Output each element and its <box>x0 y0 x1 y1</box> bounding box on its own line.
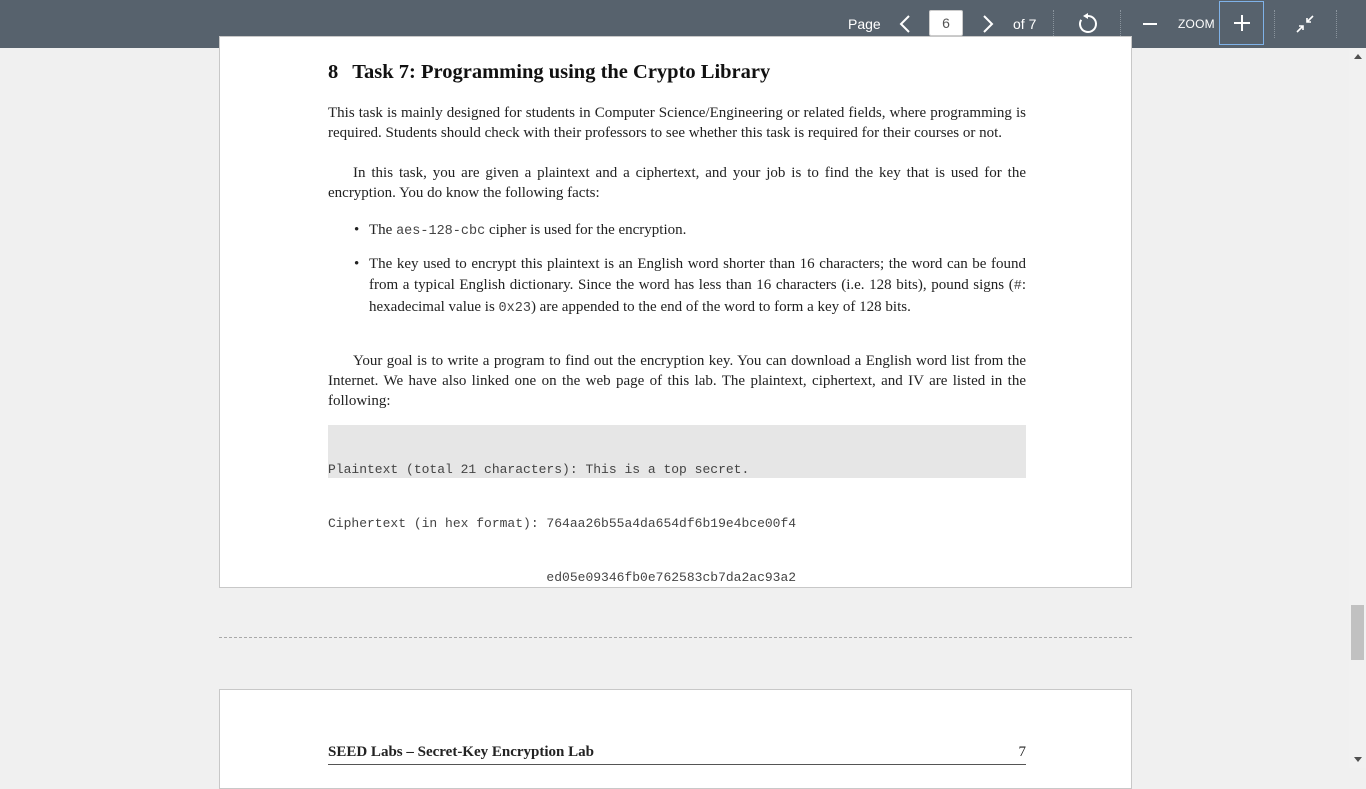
collapse-icon <box>1296 15 1314 33</box>
scroll-up-button[interactable] <box>1349 48 1366 65</box>
toolbar-divider <box>1336 10 1337 38</box>
section-number: 8 <box>328 61 339 83</box>
intro-paragraph: This task is mainly designed for students in Computer Science/Engineering or related fields, where programming is required. Students should check with their professors to see whether this task is required for their courses or not. <box>328 105 1026 141</box>
facts-list <box>328 254 1026 320</box>
list-item <box>328 220 1026 243</box>
zoom-label: ZOOM <box>1178 17 1215 31</box>
goal-paragraph: Your goal is to write a program to find out the encryption key. You can download a English word list from the Internet. We have also linked one on the web page of this lab. The plaintext, ciphertext, and IV are listed in the following: <box>328 353 1026 409</box>
code-line: Plaintext (total 21 characters): This is a top secret. <box>328 462 750 477</box>
bullet-text: cipher is used for the encryption. <box>485 222 687 238</box>
hex-code: 0x23 <box>498 301 531 316</box>
bullet-text: The <box>369 222 397 238</box>
page-break-divider <box>219 637 1132 638</box>
running-header <box>328 744 1026 765</box>
task-paragraph: In this task, you are given a plaintext and a ciphertext, and your job is to find the key that is used for the encryption. You do know the following facts: <box>328 165 1026 201</box>
exit-fullscreen-button[interactable] <box>1292 0 1318 48</box>
section-heading <box>328 61 770 84</box>
scrollbar-thumb[interactable] <box>1351 605 1364 660</box>
plus-icon <box>1234 15 1250 31</box>
header-title: SEED Labs – Secret-Key Encryption Lab <box>328 744 594 760</box>
list-item <box>328 254 1026 320</box>
document-page-6 <box>219 36 1132 588</box>
chevron-right-icon <box>982 15 994 33</box>
header-page-number: 7 <box>1018 744 1026 760</box>
zoom-in-button[interactable] <box>1219 1 1264 45</box>
zoom-out-button[interactable] <box>1138 0 1162 48</box>
total-pages-label: of 7 <box>1013 16 1037 32</box>
triangle-down-icon <box>1354 757 1362 762</box>
code-line: ed05e09346fb0e762583cb7da2ac93a2 <box>328 570 797 585</box>
vertical-scrollbar[interactable] <box>1349 48 1366 768</box>
rotate-icon <box>1077 13 1099 35</box>
code-listing <box>328 425 1026 585</box>
page-label: Page <box>848 16 881 32</box>
document-page-7 <box>219 689 1132 789</box>
toolbar-divider <box>1274 10 1275 38</box>
toolbar-divider <box>1120 10 1121 38</box>
cipher-code: aes-128-cbc <box>396 224 486 239</box>
chevron-left-icon <box>899 15 911 33</box>
minus-icon <box>1143 17 1157 31</box>
bullet-text: The key used to encrypt this plaintext is an English word shorter than 16 characters; the word can be found from a typical English dictionary. Since the word has less than 16 characters (i.e. 128 bits), pound signs ( <box>369 256 1026 293</box>
page-number-input[interactable] <box>929 10 963 36</box>
triangle-up-icon <box>1354 54 1362 59</box>
toolbar-divider <box>1053 10 1054 38</box>
code-line: Ciphertext (in hex format): 764aa26b55a4da654df6b19e4bce00f4 <box>328 516 797 531</box>
scroll-down-button[interactable] <box>1349 751 1366 768</box>
facts-list <box>328 220 1026 243</box>
hash-code: # <box>1013 278 1022 294</box>
bullet-text: ) are appended to the end of the word to form a key of 128 bits. <box>530 299 911 315</box>
bullet-text: : hexadecimal value is <box>369 276 1026 315</box>
section-title: Task 7: Programming using the Crypto Library <box>352 61 771 83</box>
